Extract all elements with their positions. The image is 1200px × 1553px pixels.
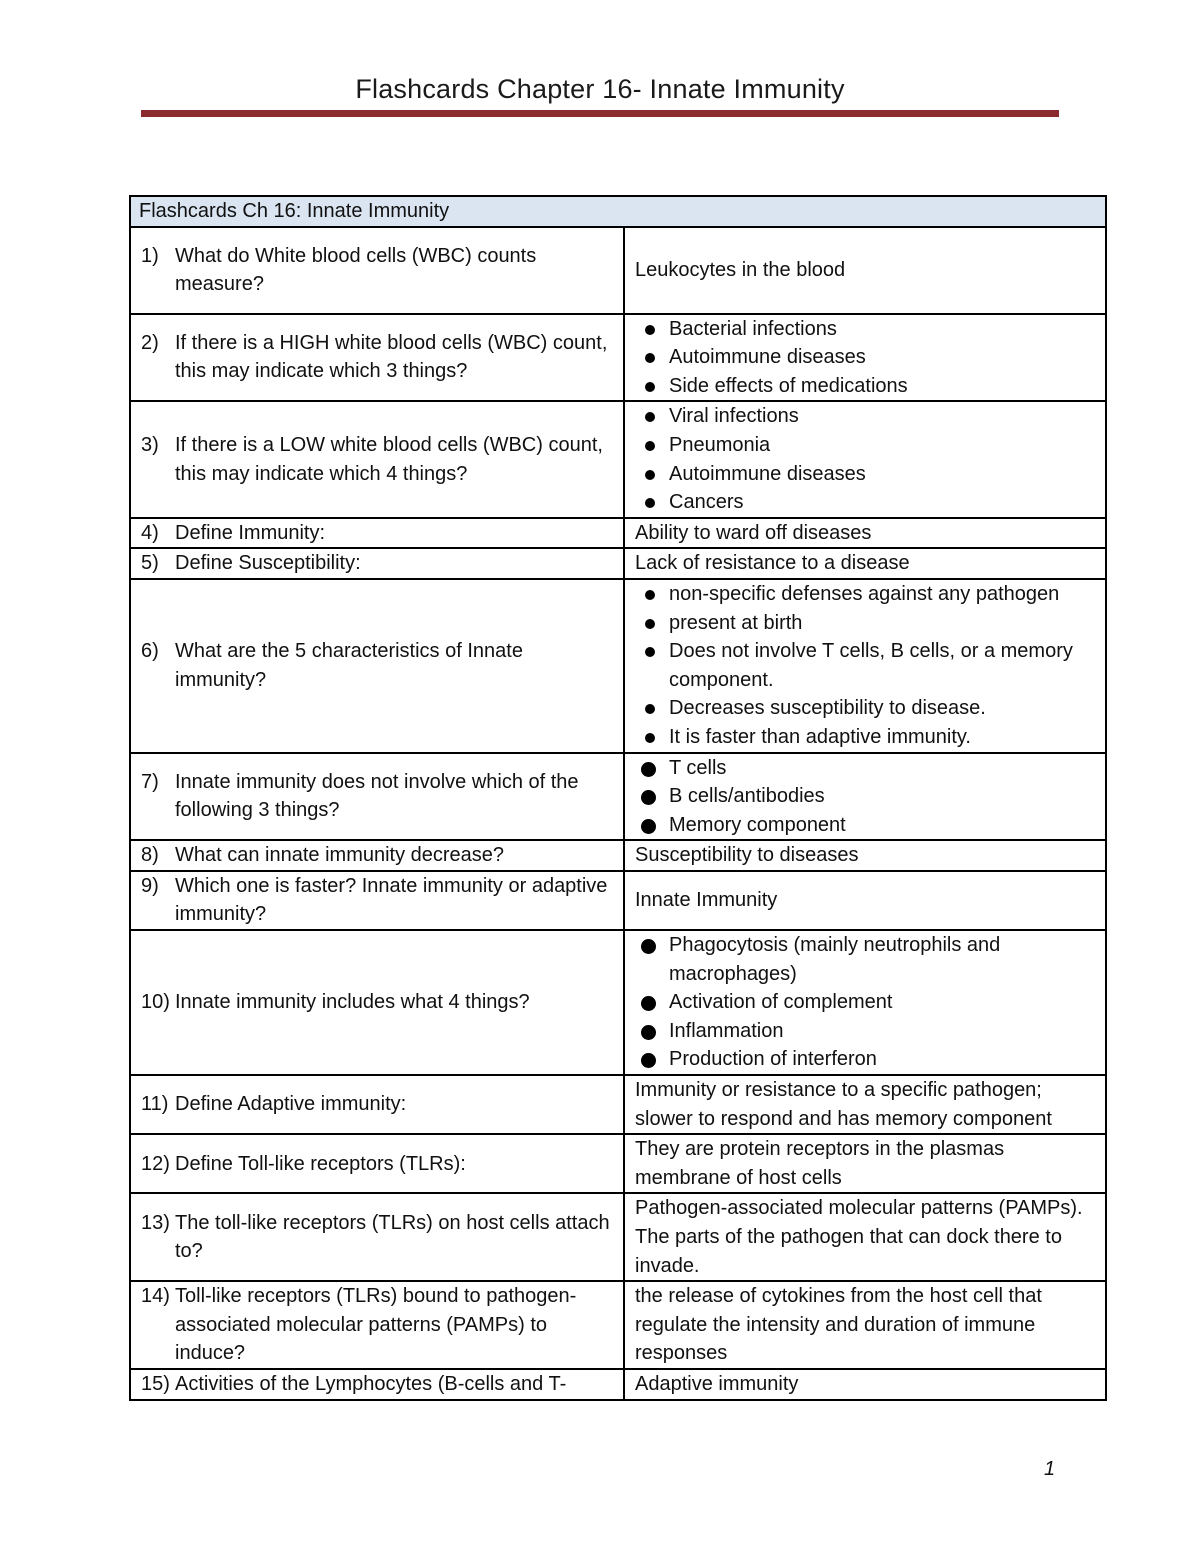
answer-text: Adaptive immunity — [635, 1373, 799, 1395]
question-text: If there is a LOW white blood cells (WBC) count, this may indicate which 4 things? — [175, 433, 603, 485]
table-row — [130, 930, 1106, 1075]
question-cell — [130, 401, 624, 517]
table-row — [130, 1193, 1106, 1281]
list-item: present at birth — [633, 609, 1097, 638]
table-row — [130, 1134, 1106, 1193]
answer-text: the release of cytokines from the host cell that regulate the intensity and duration of immune responses — [635, 1285, 1042, 1365]
answer-cell — [624, 548, 1106, 579]
answer-cell — [624, 840, 1106, 871]
list-item: Activation of complement — [633, 988, 1097, 1017]
question-number: 13) — [141, 1211, 170, 1234]
answer-cell — [624, 1369, 1106, 1400]
table-row — [130, 871, 1106, 930]
table-header: Flashcards Ch 16: Innate Immunity — [130, 196, 1106, 227]
answer-cell — [624, 1193, 1106, 1281]
list-item: T cells — [633, 754, 1097, 783]
answer-cell — [624, 1134, 1106, 1193]
question-number: 12) — [141, 1152, 170, 1175]
question-text: Which one is faster? Innate immunity or adaptive immunity? — [175, 874, 608, 926]
question-cell — [130, 314, 624, 402]
answer-list — [633, 931, 1097, 1074]
question-number: 15) — [141, 1373, 170, 1395]
question-text: Define Susceptibility: — [175, 552, 361, 575]
answer-cell — [624, 1075, 1106, 1134]
answer-list — [633, 754, 1097, 840]
table-row — [130, 314, 1106, 402]
question-cell — [130, 840, 624, 871]
answer-text: Ability to ward off diseases — [635, 521, 872, 544]
question-cell — [130, 1193, 624, 1281]
list-item: Autoimmune diseases — [633, 343, 1097, 372]
answer-cell — [624, 227, 1106, 314]
question-number: 8) — [141, 844, 159, 867]
question-text: What can innate immunity decrease? — [175, 844, 505, 867]
question-text: Toll-like receptors (TLRs) bound to pathogen-associated molecular patterns (PAMPs) to induce? — [175, 1285, 577, 1365]
answer-text: Leukocytes in the blood — [635, 258, 846, 281]
list-item: Bacterial infections — [633, 315, 1097, 344]
question-cell — [130, 548, 624, 579]
table-row — [130, 401, 1106, 517]
answer-text: Innate Immunity — [635, 889, 778, 912]
question-number: 1) — [141, 244, 159, 267]
question-number: 2) — [141, 331, 159, 354]
question-number: 7) — [141, 770, 159, 793]
question-number: 11) — [141, 1093, 169, 1116]
answer-text: Lack of resistance to a disease — [635, 552, 910, 575]
question-text: Define Adaptive immunity: — [175, 1093, 407, 1116]
table-row — [130, 753, 1106, 841]
list-item: Pneumonia — [633, 431, 1097, 460]
answer-text: Susceptibility to diseases — [635, 844, 859, 867]
list-item: Production of interferon — [633, 1045, 1097, 1074]
title-rule — [141, 110, 1059, 117]
list-item: Decreases susceptibility to disease. — [633, 694, 1097, 723]
list-item: It is faster than adaptive immunity. — [633, 723, 1097, 752]
table-row — [130, 518, 1106, 549]
list-item: Does not involve T cells, B cells, or a memory component. — [633, 637, 1097, 694]
answer-cell — [624, 579, 1106, 753]
answer-cell — [624, 753, 1106, 841]
answer-text: Immunity or resistance to a specific pathogen; slower to respond and has memory component — [635, 1079, 1052, 1130]
question-cell — [130, 579, 624, 753]
list-item: Side effects of medications — [633, 372, 1097, 401]
table-row — [130, 227, 1106, 314]
list-item: non-specific defenses against any pathogen — [633, 580, 1097, 609]
question-number: 10) — [141, 991, 170, 1014]
table-header-row — [130, 196, 1106, 227]
answer-list — [633, 402, 1097, 516]
question-cell — [130, 1281, 624, 1369]
question-number: 9) — [141, 874, 159, 897]
question-text: Define Toll-like receptors (TLRs): — [175, 1152, 466, 1175]
question-number: 5) — [141, 552, 159, 575]
question-text: Innate immunity includes what 4 things? — [175, 991, 530, 1014]
table-row — [130, 1281, 1106, 1369]
question-text: If there is a HIGH white blood cells (WBC) count, this may indicate which 3 things? — [175, 331, 608, 383]
question-cell — [130, 518, 624, 549]
question-cell — [130, 1369, 624, 1400]
table-row — [130, 1369, 1106, 1400]
answer-cell — [624, 314, 1106, 402]
answer-cell — [624, 1281, 1106, 1369]
question-text: Define Immunity: — [175, 521, 326, 544]
page-number: 1 — [1044, 1458, 1056, 1480]
question-number: 3) — [141, 433, 159, 456]
answer-cell — [624, 871, 1106, 930]
list-item: B cells/antibodies — [633, 782, 1097, 811]
list-item: Cancers — [633, 488, 1097, 517]
question-cell — [130, 871, 624, 930]
question-text: Activities of the Lymphocytes (B-cells and T- — [175, 1373, 567, 1395]
table-row — [130, 1075, 1106, 1134]
answer-list — [633, 580, 1097, 752]
question-cell — [130, 753, 624, 841]
list-item: Viral infections — [633, 402, 1097, 431]
question-cell — [130, 1075, 624, 1134]
answer-list — [633, 315, 1097, 401]
list-item: Memory component — [633, 811, 1097, 840]
table-row — [130, 840, 1106, 871]
question-cell — [130, 1134, 624, 1193]
question-text: What are the 5 characteristics of Innate immunity? — [175, 640, 523, 691]
table-row — [130, 579, 1106, 753]
question-text: Innate immunity does not involve which of the following 3 things? — [175, 770, 579, 822]
flashcard-table — [129, 195, 1107, 1401]
question-cell — [130, 930, 624, 1075]
answer-text: Pathogen-associated molecular patterns (PAMPs). The parts of the pathogen that can dock there to invade. — [635, 1197, 1083, 1277]
answer-cell — [624, 401, 1106, 517]
question-cell — [130, 227, 624, 314]
question-number: 4) — [141, 521, 159, 544]
question-number: 14) — [141, 1285, 170, 1308]
answer-cell — [624, 930, 1106, 1075]
table-row — [130, 548, 1106, 579]
question-text: What do White blood cells (WBC) counts measure? — [175, 244, 537, 296]
page-title: Flashcards Chapter 16- Innate Immunity — [355, 74, 845, 104]
list-item: Inflammation — [633, 1017, 1097, 1046]
answer-cell — [624, 518, 1106, 549]
list-item: Autoimmune diseases — [633, 460, 1097, 489]
list-item: Phagocytosis (mainly neutrophils and macrophages) — [633, 931, 1097, 988]
answer-text: They are protein receptors in the plasmas membrane of host cells — [635, 1138, 1005, 1189]
question-text: The toll-like receptors (TLRs) on host cells attach to? — [175, 1211, 610, 1263]
question-number: 6) — [141, 640, 159, 663]
